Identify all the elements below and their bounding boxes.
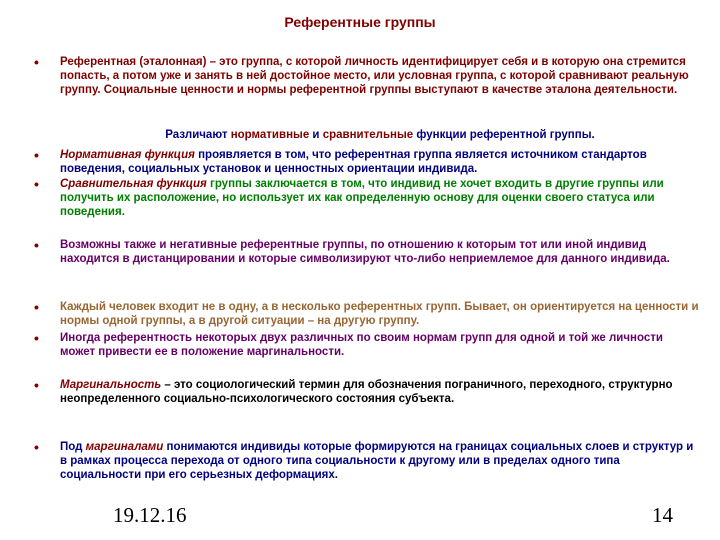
slide-title: Референтные группы: [284, 14, 436, 30]
normative-function-text: проявляется в том, что референтная группа является источником стандартов поведения, социальных установок и ценностных ориентации индивида.: [60, 149, 647, 175]
marginality-definition-text: – это социологический термин для обозначения пограничного, переходного, структурно неопределенного социально-психологического состояния субъекта.: [60, 379, 673, 405]
bullet-marker: •: [34, 330, 39, 346]
page-number: 14: [652, 503, 673, 527]
bullet-marker: •: [34, 54, 39, 70]
bullet-marginality-definition: [34, 377, 700, 406]
bullet-marker: •: [34, 299, 39, 315]
bullet-marker: •: [34, 147, 39, 163]
bullet-normative-function: [34, 147, 700, 176]
marginality-term: Маргинальность: [60, 379, 162, 391]
marginals-text: понимаются индивиды которые формируются на границах социальных слоев и структур и в рамках процесса перехода от одного типа социальности к другому или в пределах одного типа социальности при его серьезных деформациях.: [60, 441, 694, 481]
bullet-marker: •: [34, 176, 39, 192]
bullet-marker: •: [34, 439, 39, 455]
negative-groups-text: Возможны также и негативные референтные группы, по отношению к которым тот или иной индивид находится в дистанцировании и которые символизируют что-либо неприемлемое для данного индивида.: [60, 239, 670, 265]
functions-suffix: функции референтной группы.: [413, 129, 595, 141]
several-groups-text: Каждый человек входит не в одну, а в несколько референтных групп. Бывает, он ориентируется на ценности и нормы одной группы, а в другой ситуации – на другую группу.: [60, 301, 699, 327]
bullet-marginality-situation: [34, 330, 700, 359]
bullet-definition: [34, 54, 700, 97]
comparative-function-text: группы заключается в том, что индивид не хочет входить в другие группы или получить их расположение, но использует их как определенную основу для оценки своего статуса или поведения.: [60, 178, 664, 218]
and-word: и: [309, 129, 323, 141]
bullet-marker: •: [34, 377, 39, 393]
marginals-term: маргиналами: [85, 441, 164, 453]
bullet-negative-groups: [34, 237, 700, 266]
marginals-prefix: Под: [60, 441, 86, 453]
marginality-situation-text: Иногда референтность некоторых двух различных по своим нормам групп для одной и той же личности может привести ее в положение маргинальности.: [60, 332, 663, 358]
comparative-function-term: Сравнительная функция: [60, 178, 207, 190]
functions-prefix: Различают: [165, 129, 231, 141]
functions-intro: [60, 128, 700, 142]
bullet-marginals: [34, 439, 700, 482]
bullet-marker: •: [34, 237, 39, 253]
definition-text: Референтная (эталонная) – это группа, с которой личность идентифицирует себя и в которую она стремится попасть, а потом уже и занять в ней достойное место, или условная группа, с которой сравнивают реальную группу. Социальные ценности и нормы референтной группы выступают в качестве эталона деятельности.: [60, 56, 689, 96]
normative-word: нормативные: [230, 129, 310, 141]
normative-function-term: Нормативная функция: [60, 149, 195, 161]
comparative-word: сравнительные: [322, 129, 414, 141]
bullet-comparative-function: [34, 176, 700, 219]
bullet-several-groups: [34, 299, 700, 328]
slide-date: 19.12.16: [113, 503, 187, 527]
